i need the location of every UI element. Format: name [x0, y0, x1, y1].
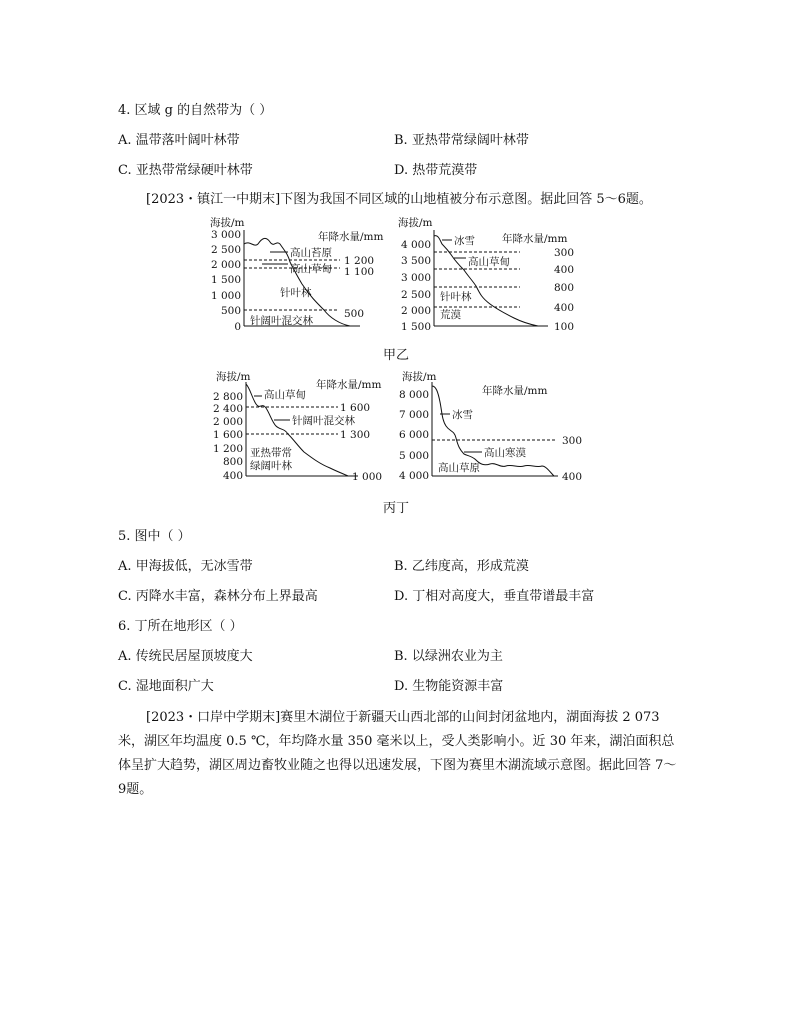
jia-tick-2000: 2 000: [210, 259, 241, 271]
yi-tick-4000: 4 000: [400, 239, 431, 251]
q6-stem: 6. 丁所在地形区（ ）: [118, 619, 243, 634]
yi-tick-2000: 2 000: [400, 305, 431, 317]
diagram-bing: [208, 368, 393, 483]
q4-option-b: B. 亚热带常绿阔叶林带: [394, 133, 529, 148]
q5-option-b: B. 乙纬度高，形成荒漠: [394, 559, 529, 574]
q5-option-a: A. 甲海拔低，无冰雪带: [118, 559, 253, 574]
bing-rain-1600: 1 600: [340, 402, 371, 414]
bing-tick-800: 800: [222, 456, 243, 468]
bing-tick-2000: 2 000: [212, 416, 243, 428]
jia-tick-2500: 2 500: [210, 244, 241, 256]
ding-tick-7000: 7 000: [398, 409, 429, 421]
diagram-ding: [398, 368, 588, 483]
ding-rain-400: 400: [562, 471, 583, 483]
q6-option-a: A. 传统民居屋顶坡度大: [118, 649, 253, 664]
jia-rain-1200: 1 200: [344, 255, 375, 267]
bing-tick-2400: 2 400: [212, 403, 243, 415]
yi-rain-400-bottom: 400: [554, 302, 575, 314]
ding-rain-300: 300: [562, 435, 583, 447]
yi-zone-desert: 荒漠: [440, 309, 461, 321]
q6-option-b: B. 以绿洲农业为主: [394, 649, 503, 664]
yi-zone-meadow: 高山草甸: [468, 256, 510, 268]
ding-zone-steppe: 高山草原: [438, 462, 480, 474]
q4-option-d: D. 热带荒漠带: [394, 163, 478, 178]
q4-option-a: A. 温带落叶阔叶林带: [118, 133, 240, 148]
yi-rain-400-top: 400: [554, 264, 575, 276]
bing-zone-evergreen-2: 绿阔叶林: [250, 460, 292, 472]
ding-tick-6000: 6 000: [398, 429, 429, 441]
q4-stem: 4. 区域 g 的自然带为（ ）: [118, 103, 273, 118]
jia-tick-3000: 3 000: [210, 229, 241, 241]
ding-rain-axis-label: 年降水量/mm: [482, 385, 548, 397]
q5-stem: 5. 图中（ ）: [118, 529, 191, 544]
q5-option-c: C. 丙降水丰富，森林分布上界最高: [118, 589, 318, 604]
yi-tick-3000: 3 000: [400, 272, 431, 284]
jia-zone-meadow: 高山草甸: [290, 263, 332, 275]
yi-zone-snow: 冰雪: [454, 235, 475, 247]
q4-option-c: C. 亚热带常绿硬叶林带: [118, 163, 253, 178]
bing-tick-2800: 2 800: [212, 391, 243, 403]
intro-5-6: [2023・镇江一中期末]下图为我国不同区域的山地植被分布示意图。据此回答 5～6题。: [146, 192, 652, 207]
bing-rain-1000: 1 000: [352, 471, 383, 483]
jia-zone-tundra: 高山苔原: [290, 247, 332, 259]
bing-zone-evergreen-1: 亚热带常: [250, 447, 292, 459]
yi-tick-1500: 1 500: [400, 321, 431, 333]
bing-tick-400: 400: [222, 470, 243, 482]
yi-tick-2500: 2 500: [400, 289, 431, 301]
bing-zone-mixed: 针阔叶混交林: [292, 415, 355, 427]
q6-option-c: C. 湿地面积广大: [118, 679, 214, 694]
diagram-jia: [210, 214, 390, 334]
ding-y-axis-label: 海拔/m: [402, 371, 437, 383]
yi-y-axis-label: 海拔/m: [398, 217, 433, 229]
bing-rain-1300: 1 300: [340, 429, 371, 441]
diagram-yi: [398, 214, 583, 334]
yi-tick-3500: 3 500: [400, 255, 431, 267]
bing-tick-1200: 1 200: [212, 443, 243, 455]
intro-7-9: [2023・口岸中学期末]赛里木湖位于新疆天山西北部的山间封闭盆地内，湖面海拔 2 073米，湖区年均温度 0.5 ℃，年均降水量 350 毫米以上，受人类影响小。近 30 年来，湖泊面积总体呈扩大趋势，湖区周边畜牧业随之也得以迅速发展，下图为赛里木湖流域示意图。据此回答 7～9题。: [118, 710, 677, 797]
jia-rain-500: 500: [344, 308, 365, 320]
jia-tick-1500: 1 500: [210, 274, 241, 286]
yi-rain-300: 300: [554, 247, 575, 259]
yi-rain-100: 100: [554, 321, 575, 333]
bing-tick-1600: 1 600: [212, 429, 243, 441]
bing-zone-meadow: 高山草甸: [264, 389, 306, 401]
jia-y-axis-label: 海拔/m: [210, 217, 245, 229]
jia-rain-axis-label: 年降水量/mm: [318, 231, 384, 243]
yi-rain-800: 800: [554, 282, 575, 294]
bing-y-axis-label: 海拔/m: [216, 371, 251, 383]
jia-tick-500: 500: [220, 305, 241, 317]
bing-rain-axis-label: 年降水量/mm: [316, 379, 382, 391]
ding-zone-snow: 冰雪: [452, 409, 473, 421]
jia-tick-1000: 1 000: [210, 290, 241, 302]
caption-jia-yi: 甲乙: [383, 348, 410, 363]
yi-rain-axis-label: 年降水量/mm: [502, 233, 568, 245]
caption-bing-ding: 丙丁: [383, 501, 410, 516]
ding-zone-cold-desert: 高山寒漠: [484, 447, 526, 459]
yi-zone-conifer: 针叶林: [440, 291, 472, 303]
jia-zone-mixed: 针阔叶混交林: [250, 315, 313, 327]
q6-option-d: D. 生物能资源丰富: [394, 679, 504, 694]
ding-tick-4000: 4 000: [398, 470, 429, 482]
ding-tick-8000: 8 000: [398, 389, 429, 401]
ding-tick-5000: 5 000: [398, 450, 429, 462]
jia-tick-0: 0: [234, 321, 241, 333]
jia-rain-1100: 1 100: [344, 266, 375, 278]
jia-zone-conifer: 针叶林: [280, 287, 312, 299]
q5-option-d: D. 丁相对高度大，垂直带谱最丰富: [394, 589, 595, 604]
